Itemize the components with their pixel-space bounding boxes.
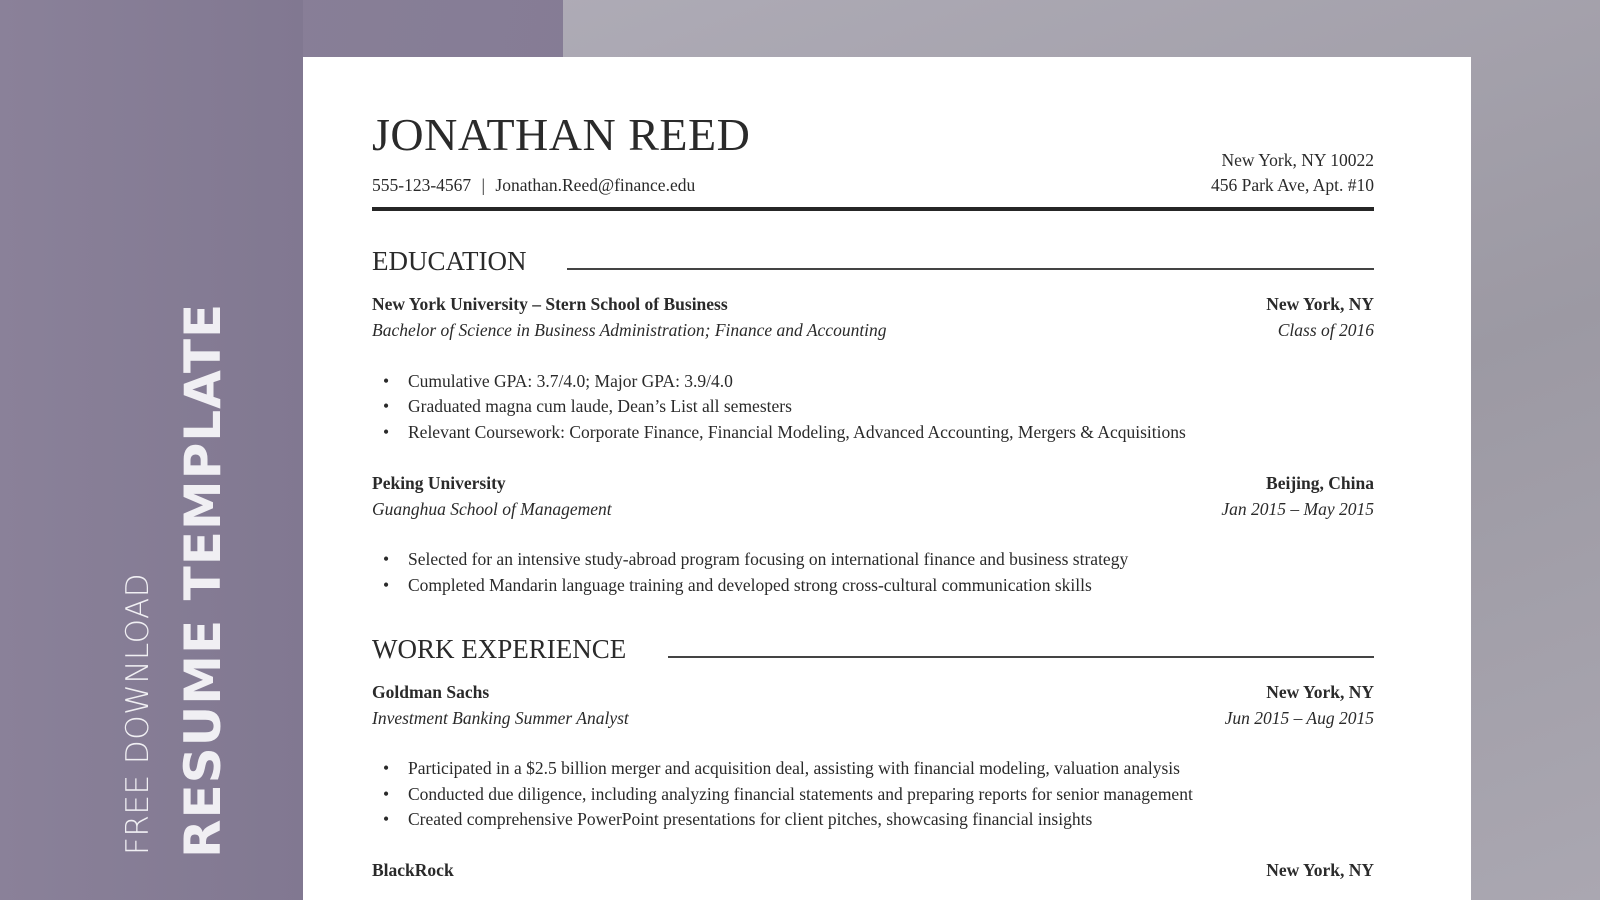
contact-line (372, 173, 695, 197)
banner-free-download: FREE DOWNLOAD (120, 572, 156, 855)
bullet-icon: • (383, 396, 390, 416)
degree: Guanghua School of Management (372, 499, 612, 519)
address-line2: 456 Park Ave, Apt. #10 (1210, 175, 1374, 195)
separator: | (481, 175, 486, 195)
list-item: Participated in a $2.5 billion merger and acquisition deal, assisting with financial modeling, valuation analysis (408, 758, 1180, 778)
bullet-icon: • (383, 422, 390, 442)
location: Beijing, China (1266, 473, 1374, 493)
bullet-icon: • (383, 809, 390, 829)
list-item: Created comprehensive PowerPoint presentations for client pitches, showcasing financial insights (408, 809, 1093, 829)
header-rule (372, 207, 1374, 211)
section-rule (567, 268, 1374, 270)
banner-resume-template: RESUME TEMPLATE (174, 302, 232, 858)
resume-page (303, 57, 1471, 900)
school: New York University – Stern School of Business (372, 294, 728, 314)
date: Jan 2015 – May 2015 (1221, 499, 1374, 519)
list-item: Cumulative GPA: 3.7/4.0; Major GPA: 3.9/4.0 (408, 371, 733, 391)
school: Peking University (372, 473, 506, 493)
address-line1: New York, NY 10022 (1221, 150, 1374, 170)
list-item: Graduated magna cum laude, Dean’s List all semesters (408, 396, 792, 416)
company: BlackRock (372, 860, 454, 880)
location: New York, NY (1266, 860, 1374, 880)
date: Jun 2015 – Aug 2015 (1224, 708, 1374, 728)
bullet-icon: • (383, 371, 390, 391)
role: Investment Banking Summer Analyst (372, 708, 629, 728)
location: New York, NY (1266, 682, 1374, 702)
email: Jonathan.Reed@finance.edu (495, 175, 696, 195)
bullet-icon: • (383, 784, 390, 804)
list-item: Relevant Coursework: Corporate Finance, Financial Modeling, Advanced Accounting, Mergers & Acquisitions (408, 422, 1186, 442)
bullet-icon: • (383, 549, 390, 569)
phone: 555-123-4567 (372, 175, 472, 195)
degree: Bachelor of Science in Business Administration; Finance and Accounting (372, 320, 887, 340)
resume-name: JONATHAN REED (372, 109, 751, 160)
list-item: Conducted due diligence, including analyzing financial statements and preparing reports for senior management (408, 784, 1193, 804)
date: Class of 2016 (1277, 320, 1374, 340)
company: Goldman Sachs (372, 682, 490, 702)
section-title-education: EDUCATION (372, 246, 527, 276)
bullet-icon: • (383, 758, 390, 778)
location: New York, NY (1266, 294, 1374, 314)
section-title-work: WORK EXPERIENCE (372, 634, 627, 664)
list-item: Selected for an intensive study-abroad program focusing on international finance and business strategy (408, 549, 1129, 569)
list-item: Completed Mandarin language training and developed strong cross-cultural communication skills (408, 575, 1092, 595)
section-rule (668, 656, 1374, 658)
bullet-icon: • (383, 575, 390, 595)
